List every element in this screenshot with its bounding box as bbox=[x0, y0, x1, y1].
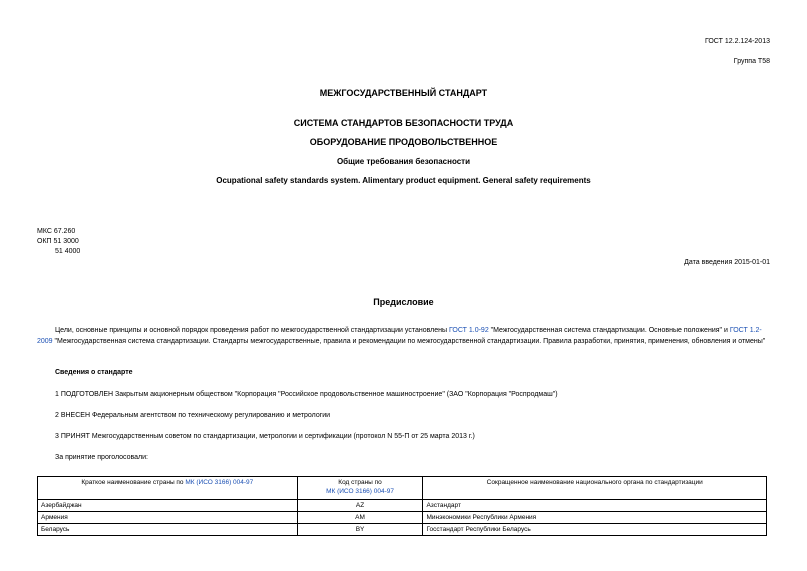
foreword-heading: Предисловие bbox=[373, 297, 434, 307]
gost-1-2-2009-link[interactable]: ГОСТ 1.2-2009 bbox=[37, 327, 762, 345]
cell-country: Азербайджан bbox=[38, 500, 298, 512]
cell-country: Армения bbox=[38, 512, 298, 524]
info-item-3: 3 ПРИНЯТ Межгосударственным советом по стандартизации, метрологии и сертификации (протокол N 55-П от 25 марта 2013 г.) bbox=[55, 433, 475, 440]
gost-1-0-92-link[interactable]: ГОСТ 1.0-92 bbox=[448, 327, 489, 334]
cell-code: BY bbox=[297, 524, 423, 536]
intro-date: Дата введения 2015-01-01 bbox=[684, 259, 770, 266]
title-interstate: МЕЖГОСУДАРСТВЕННЫЙ СТАНДАРТ bbox=[319, 88, 488, 98]
header-country: Краткое наименование страны по МК (ИСО 3166) 004-97 bbox=[38, 477, 298, 500]
header-code: Код страны по МК (ИСО 3166) 004-97 bbox=[297, 477, 423, 500]
foreword-text-2: "Межгосударственная система стандартизации. Основные положения" и bbox=[488, 327, 730, 334]
cell-code: AZ bbox=[297, 500, 423, 512]
okp-code-1: ОКП 51 3000 bbox=[37, 238, 79, 245]
foreword-paragraph bbox=[37, 325, 770, 347]
title-system: СИСТЕМА СТАНДАРТОВ БЕЗОПАСНОСТИ ТРУДА bbox=[293, 118, 514, 128]
voted-label: За принятие проголосовали: bbox=[55, 454, 148, 461]
title-subtitle: Общие требования безопасности bbox=[336, 157, 471, 166]
voting-table bbox=[37, 476, 767, 536]
foreword-text-3: "Межгосударственная система стандартизации. Стандарты межгосударственные, правила и рекомендации по межгосударственной стандартизации. Правила разработки, принятия, применения, обновления и отмены" bbox=[52, 338, 766, 345]
doc-code: ГОСТ 12.2.124-2013 bbox=[704, 38, 770, 45]
title-equipment: ОБОРУДОВАНИЕ ПРОДОВОЛЬСТВЕННОЕ bbox=[309, 137, 498, 147]
mk-iso-link-2[interactable]: МК (ИСО 3166) 004-97 bbox=[326, 488, 395, 495]
mks-code: МКС 67.260 bbox=[37, 228, 76, 235]
cell-code: AM bbox=[297, 512, 423, 524]
cell-body: Минэкономики Республики Армения bbox=[423, 512, 767, 524]
cell-body: Госстандарт Республики Беларусь bbox=[423, 524, 767, 536]
cell-country: Беларусь bbox=[38, 524, 298, 536]
mk-iso-link-1[interactable]: МК (ИСО 3166) 004-97 bbox=[185, 479, 254, 486]
info-item-2: 2 ВНЕСЕН Федеральным агентством по техническому регулированию и метрологии bbox=[55, 412, 331, 419]
table-header-row bbox=[38, 477, 767, 500]
table-row bbox=[38, 500, 767, 512]
okp-code-2: 51 4000 bbox=[55, 248, 81, 255]
table-row bbox=[38, 524, 767, 536]
table-row bbox=[38, 512, 767, 524]
info-heading: Сведения о стандарте bbox=[55, 369, 133, 376]
cell-body: Азстандарт bbox=[423, 500, 767, 512]
info-item-1: 1 ПОДГОТОВЛЕН Закрытым акционерным обществом "Корпорация "Российское продовольственное машиностроение" (ЗАО "Корпорация "Роспродмаш") bbox=[55, 391, 558, 398]
title-english: Ocupational safety standards system. Alimentary product equipment. General safety requirements bbox=[216, 176, 591, 185]
header-body: Сокращенное наименование национального органа по стандартизации bbox=[423, 477, 767, 500]
doc-group: Группа Т58 bbox=[733, 58, 770, 65]
foreword-text-1: Цели, основные принципы и основной порядок проведения работ по межгосударственной стандартизации установлены bbox=[55, 327, 449, 334]
